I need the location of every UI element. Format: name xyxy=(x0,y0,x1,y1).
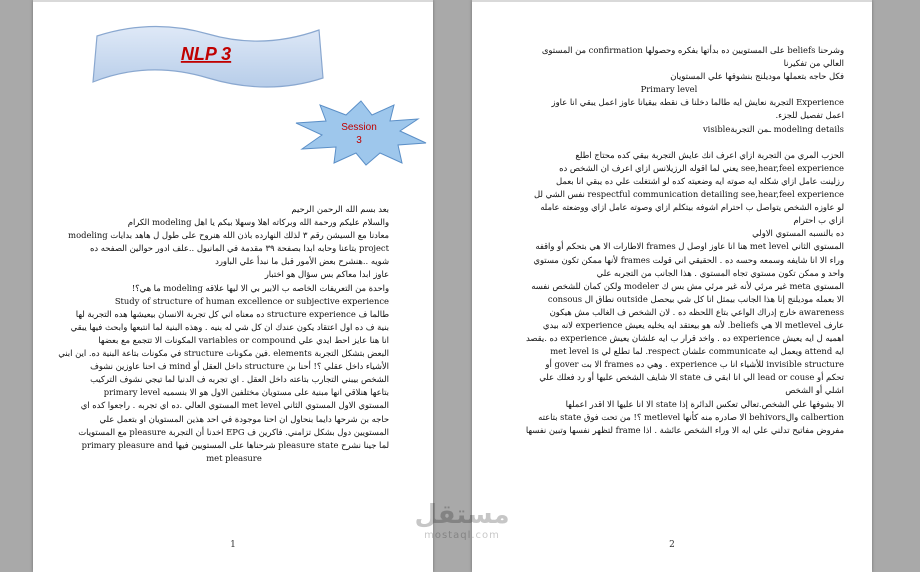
body-line: واحدة من التعريفات الخاصه ب الابير بي الا ليها علاقه modeling ما هي؟! xyxy=(131,282,389,293)
body-line: اشلي أو الشخص xyxy=(785,385,844,396)
body-line: رزلينت عامل ازاي شكله ايه صوته ايه وضعيته كده لو اشتغلت علي ده يبقي انا بعمل xyxy=(556,175,844,186)
page-number: 1 xyxy=(230,540,236,550)
banner-title: NLP 3 xyxy=(180,44,232,64)
body-line: calbertion والbehivors الا صادره منه كأنها metlevel ؟! من تحت فوق state بتاعته xyxy=(538,411,844,422)
body-line: والسلام عليكم ورحمة الله وبركاته اهلا وسهلا بيكم يا اهل modeling الكرام xyxy=(127,217,389,228)
body-line: الا بشوفها علي الشخص.تعالي تعكس الدائرة إذا state الا انا عليها الا اقدر اعملها xyxy=(565,398,844,409)
body-line: معادنا مع السيشن رقم ٣ لذلك النهارده باذن الله هنروح على طول ل هاهد بدايات modeling xyxy=(68,230,389,241)
body-line: الأشياء داخل عقلي ؟! أحنا بن structure داخل العقل أو mind ف احنا عاوزين نشوف xyxy=(90,361,389,372)
body-line xyxy=(494,136,844,149)
page-top-edge xyxy=(33,0,433,2)
body-line: البعض بتشكل التجربة elements .فين مكونات structure في مكونات بتاعة البنية ده. اين ابني xyxy=(58,348,389,359)
body-line: respectful communication detailing see,hear,feel experience نفس الشي لل xyxy=(534,189,844,200)
document-page-1 xyxy=(33,0,433,572)
body-line: لو عاوزه الشخص يتواصل ب احترام اشوفه بيتكلم ازاي وصوته عامل ازاي ووضعته عامله xyxy=(540,202,844,213)
body-line: see,hear,feel experience يعني لما اقوله الرزيلانس ازاي اعرف ان الشخص ده xyxy=(559,162,844,173)
watermark-latin: mostaql.com xyxy=(424,530,500,541)
body-line: انا هنا عايز احط ايدي علي variables or compound المكونات الا تتجمع مع بعضها xyxy=(98,334,389,345)
body-line: المستوي meta غير مرئي لأنه غير مرئي مش بس ك modeler ولكن كمان للشخص نفسه xyxy=(531,280,844,291)
session-number: 3 xyxy=(356,135,362,146)
body-line: وشرحنا beliefs على المستويين ده بدأتها بفكره وحصولها confirmation من المستوى xyxy=(541,45,844,55)
body-line: عاوز ابدا معاكم بس سؤال هو اختبار xyxy=(264,269,389,280)
body-line: invisible structure للأشياء انا ب experience . وهي ده frames الا بت gover أو xyxy=(545,359,844,370)
session-badge xyxy=(286,99,436,167)
body-line: الشخص بيبني التجارب بتاعته داخل العقل . اي تجربه ف الدنيا لما تيجي نشوف التركيب xyxy=(90,374,389,385)
session-star-shape xyxy=(286,99,436,167)
body-line: العالي من تفكيرنا xyxy=(783,58,844,69)
body-line: فكل حاجه بتعملها موديلنج بنشوفها علي المستويان xyxy=(670,71,844,82)
body-line: awareness خارج إدراك الواعي بتاع اللحظه ده . لان الشخص ف الغالب مش هيكون xyxy=(549,306,844,317)
page-number: 2 xyxy=(669,540,675,550)
page-top-edge xyxy=(472,0,872,2)
session-label: Session xyxy=(341,122,377,133)
body-line: لما جينا نشرح pleasure state شرحناها على المستويين فيها primary pleasure and xyxy=(81,439,389,450)
body-line: met pleasure xyxy=(206,452,262,463)
watermark-arabic: مستقل xyxy=(414,500,510,530)
document-page-2 xyxy=(472,0,872,572)
watermark-logo xyxy=(402,500,522,560)
body-line: الا بعمله موديلنج إنا هذا الجانب بيمثل انا كل شي بيحصل outside نطاق ال consous xyxy=(547,293,844,304)
body-line: حاجه بن شرحها دايما بنحاول ان احنا موجودة في احد هذين المستويان او بتعمل علي xyxy=(99,413,389,424)
title-banner xyxy=(83,16,333,96)
page-1-body xyxy=(58,203,389,465)
body-line: الحزب المري من التجربة ازاي اعرف انك عايش التجربة بيقي كده محتاج اطلع xyxy=(575,149,844,160)
body-line: modeling details ـمن التجربةvisible xyxy=(702,123,844,134)
body-line: تحكم أو lead or couse الي انا ابقي ف state الا شايف الشخص عليها أو رد فعلك علي xyxy=(539,372,844,383)
body-line: ازاي ب احترام xyxy=(793,215,844,226)
body-line: المستويين دول بشكل تزامني. فاكرين ف EPG اخدنا أن التجربة pleasure مع المستويات xyxy=(78,426,389,437)
body-line: عارف metlevel الا هي beliefs. لأنه هو بيعتقد ايه يخليه يعيش experience لانه بيدي xyxy=(542,319,844,330)
body-line: ايه attend ويعمل ايه communicate علشان respect. لما تطلع لي met level is xyxy=(550,346,844,357)
body-line: اعمل تفصيل للجزء. xyxy=(775,110,844,121)
body-line: مفروض مفاتيح تدلني علي ايه الا وراء الشخص عائشة . اذا frame لتظهر نفسها وتبين نفسها xyxy=(525,424,844,435)
body-line: واحد و ممكن تكون مستوي تجاه المستوي . هذا الجانب من التجربه علي xyxy=(596,267,844,278)
body-line: وراء الا انا شايفه وسمعه وحسه ده . الحقيقي اني قولت frames لأنها ممكن تكون مستوي xyxy=(533,254,844,265)
body-line: ده بالنسبه المستوي الاولي xyxy=(752,228,844,239)
body-line: شويه ..هنشرح بعض الأمور قبل ما نبدأ علي الباورد xyxy=(215,256,389,267)
banner-shape xyxy=(83,16,333,96)
body-line: بنية ف ده اول اعتقاد يكون عندك ان كل شي له بنيه . وهذه البنية لما انتبعها وابحث فيها يبقي xyxy=(70,321,389,332)
opening-line: بعد بسم الله الرحمن الرحيم xyxy=(291,204,389,214)
body-line: اهميه ل ايه يعيش experience ده . واخد قرار ب ايه علشان يعيش experience ده .يقصد xyxy=(525,333,844,344)
body-line: بتاعها هنلاقي انها مبنية على مستويان مختلفين الاول هو الا بنسميه primary level xyxy=(103,387,389,398)
body-line: المستوي الثاني met level هنا انا عاوز اوصل ل frames الاطارات الا هي بتحكم أو واقفه xyxy=(535,241,844,252)
body-line: Study of structure of human excellence or subjective experience xyxy=(114,295,389,306)
body-line: Experience التجربة نعايش ايه طالما دخلنا ف نقطه بيقيانا عاوز اعمل يبقي انا عاوز xyxy=(551,97,844,108)
body-line: المستوي الاول المستوي الثاني met level المستوي العالي .ده اي تجربه . راجعوا كده اي xyxy=(80,400,389,411)
body-line: Primary level xyxy=(640,84,698,95)
body-line: project بتاعنا وحابه ابدا بصفحة ٣٩ مقدمة في المانيول ..علف ادور حوالين الصفحه ده xyxy=(89,243,389,254)
page-2-body xyxy=(494,44,844,437)
body-line: طالما ف structure experience ده معناه اني كل تجربة الانسان بيعيشها هده التجربة لها xyxy=(75,308,389,319)
